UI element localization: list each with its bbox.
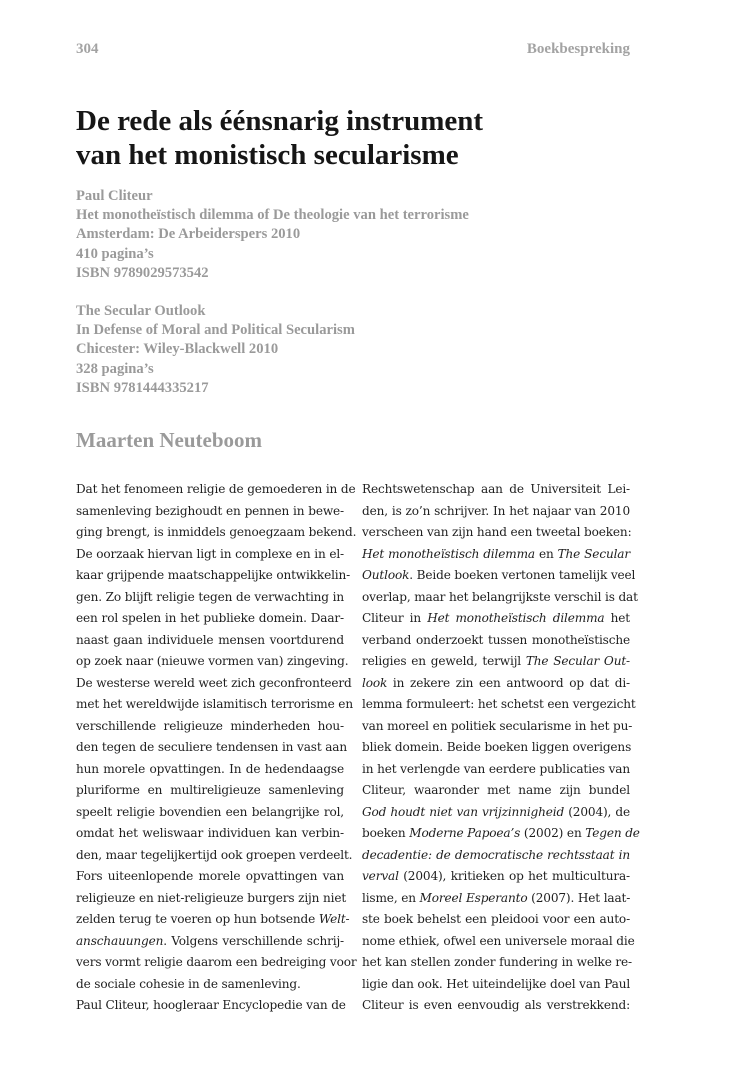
text-fragment: boeken — [362, 826, 410, 840]
text-line — [76, 931, 344, 953]
book-title-ref: Het monotheïstisch dilemma — [362, 546, 535, 561]
text-line: nome ethiek, ofwel een universele moraal die — [362, 933, 635, 948]
book-2-details — [76, 302, 636, 398]
page-number: 304 — [76, 41, 99, 57]
book-title-ref: The Secular Out- — [525, 654, 630, 668]
book-1-details — [76, 187, 636, 283]
text-line: hun morele opvattingen. In de hedendaagse — [76, 761, 344, 776]
book-title-ref: Moreel Esperanto — [419, 890, 528, 905]
italic-term: Welt- — [318, 912, 350, 926]
text-line: bliek domein. Beide boeken liggen overigens — [362, 740, 632, 754]
text-fragment: (2004), kritieken op het multicultura- — [398, 869, 630, 883]
text-fragment: Cliteur in — [362, 611, 428, 625]
running-header — [76, 41, 630, 61]
text-fragment: . Volgens verschillende schrij- — [163, 933, 344, 948]
book-title-ref: verval — [362, 869, 399, 883]
book-title-ref: The Secular — [557, 546, 630, 561]
book-2-pages: 328 pagina’s — [76, 360, 154, 377]
text-fragment: religies en geweld, terwijl — [362, 654, 526, 668]
text-line: Cliteur is even eenvoudig als verstrekkend: — [362, 998, 630, 1012]
text-line: ligie dan ook. Het uiteindelijke doel van Paul — [362, 976, 631, 991]
text-line: samenleving bezighoudt en pennen in bewe- — [76, 503, 344, 518]
book-2-publisher: Chicester: Wiley-Blackwell 2010 — [76, 341, 279, 358]
text-line: verscheen van zijn hand een tweetal boeken: — [362, 525, 632, 539]
body-column-left — [76, 479, 357, 1017]
text-line: ste boek behelst een pleidooi voor een auto- — [362, 912, 630, 926]
text-fragment: in zekere zin een antwoord op dat di- — [387, 675, 630, 690]
book-title-ref: Moderne Papoea’s — [409, 826, 521, 840]
text-line: van moreel en politiek secularisme in het pu- — [362, 718, 633, 733]
article-title-line-1: De rede als éénsnarig instrument — [76, 105, 484, 137]
text-line: op zoek naar (nieuwe vormen van) zingeving. — [76, 654, 349, 668]
text-line: Cliteur, waaronder met name zijn bundel — [362, 783, 630, 797]
text-line — [362, 802, 630, 824]
book-2-title: The Secular Outlook — [76, 303, 206, 319]
book-title-ref: Tegen de — [585, 826, 640, 840]
article-title-line-2: van het monistisch secularisme — [76, 139, 459, 171]
body-column-right — [362, 479, 640, 1017]
text-line: gen. Zo blijft religie tegen de verwachting in — [76, 589, 344, 604]
text-line: in het verlengde van eerdere publicaties van — [362, 761, 630, 776]
text-line — [362, 845, 630, 867]
text-line: den tegen de seculiere tendensen in vast aan — [76, 740, 347, 754]
text-line: Dat het fenomeen religie de gemoederen in de — [76, 482, 356, 496]
text-line: religieuze en niet-religieuze burgers zijn niet — [76, 890, 347, 905]
text-fragment: lisme, en — [362, 890, 420, 905]
book-1-author: Paul Cliteur — [76, 188, 153, 204]
text-fragment: . Beide boeken vertonen tamelijk veel — [409, 568, 636, 582]
text-line — [362, 608, 630, 630]
text-line: het kan stellen zonder fundering in welke re- — [362, 955, 632, 969]
text-line: den, is zo’n schrijver. In het najaar van 2010 — [362, 503, 630, 518]
italic-term: anschauungen — [76, 933, 164, 948]
text-line: naast gaan individuele mensen voortdurend — [76, 632, 344, 647]
book-2-subtitle: In Defense of Moral and Political Secularism — [76, 322, 355, 339]
book-1-title: Het monotheïstisch dilemma of De theologie van het terrorisme — [76, 207, 469, 224]
text-line: den, maar tegelijkertijd ook groepen verdeelt. — [76, 847, 353, 862]
text-line — [362, 544, 630, 566]
book-2-isbn: ISBN 9781444335217 — [76, 379, 209, 396]
text-line: een rol spelen in het publieke domein. Daar- — [76, 611, 344, 625]
text-fragment: (2002) en — [520, 826, 586, 840]
book-title-ref: Het monotheïstisch dilemma — [427, 611, 605, 625]
article-title — [76, 104, 656, 172]
text-line: De oorzaak hiervan ligt in complexe en in el- — [76, 546, 344, 561]
text-line: speelt religie bovendien een belangrijke rol, — [76, 804, 344, 819]
book-title-ref: Outlook — [362, 568, 410, 582]
text-fragment: (2004), de — [564, 804, 630, 819]
text-line — [362, 673, 630, 695]
text-line — [362, 888, 630, 910]
text-line — [362, 823, 640, 845]
book-1-isbn: ISBN 9789029573542 — [76, 264, 209, 281]
book-1-publisher: Amsterdam: De Arbeiderspers 2010 — [76, 226, 301, 243]
text-line: kaar grijpende maatschappelijke ontwikkelin- — [76, 568, 351, 582]
text-line — [76, 909, 350, 931]
text-line: Rechtswetenschap aan de Universiteit Lei- — [362, 482, 630, 496]
text-line: ging brengt, is inmiddels genoegzaam bekend. — [76, 525, 357, 539]
book-1-pages: 410 pagina’s — [76, 245, 154, 262]
book-title-ref: look — [362, 675, 388, 690]
text-line: pluriforme en multireligieuze samenleving — [76, 783, 344, 797]
text-line: de sociale cohesie in de samenleving. — [76, 976, 301, 991]
text-line: met het wereldwijde islamitisch terrorisme en — [76, 697, 353, 711]
reviewer-name: Maarten Neuteboom — [76, 428, 263, 452]
text-fragment: (2007). Het laat- — [527, 890, 631, 905]
text-fragment: en — [534, 546, 558, 561]
text-line: lemma formuleert: het schetst een vergezicht — [362, 697, 636, 711]
text-line: Paul Cliteur, hoogleraar Encyclopedie van de — [76, 998, 346, 1012]
text-line: overlap, maar het belangrijkste verschil is dat — [362, 589, 638, 604]
text-line — [362, 565, 636, 587]
text-line: Fors uiteenlopende morele opvattingen van — [76, 869, 344, 883]
text-line: De westerse wereld weet zich geconfronteerd — [76, 675, 352, 690]
text-line: omdat het weliswaar individuen kan verbin- — [76, 826, 344, 840]
text-line — [362, 651, 630, 673]
text-line: verband onderzoekt tussen monotheïstische — [362, 632, 630, 647]
text-line: vers vormt religie daarom een bedreiging voor — [76, 955, 357, 969]
text-fragment: het — [604, 611, 630, 625]
book-title-ref: decadentie: de democratische rechtsstaat in — [362, 847, 630, 862]
text-line — [362, 866, 630, 888]
book-title-ref: God houdt niet van vrijzinnigheid — [362, 804, 565, 819]
text-fragment: zelden terug te voeren op hun botsende — [76, 912, 316, 926]
text-line: verschillende religieuze minderheden hou- — [76, 718, 344, 733]
section-title: Boekbespreking — [526, 41, 630, 57]
